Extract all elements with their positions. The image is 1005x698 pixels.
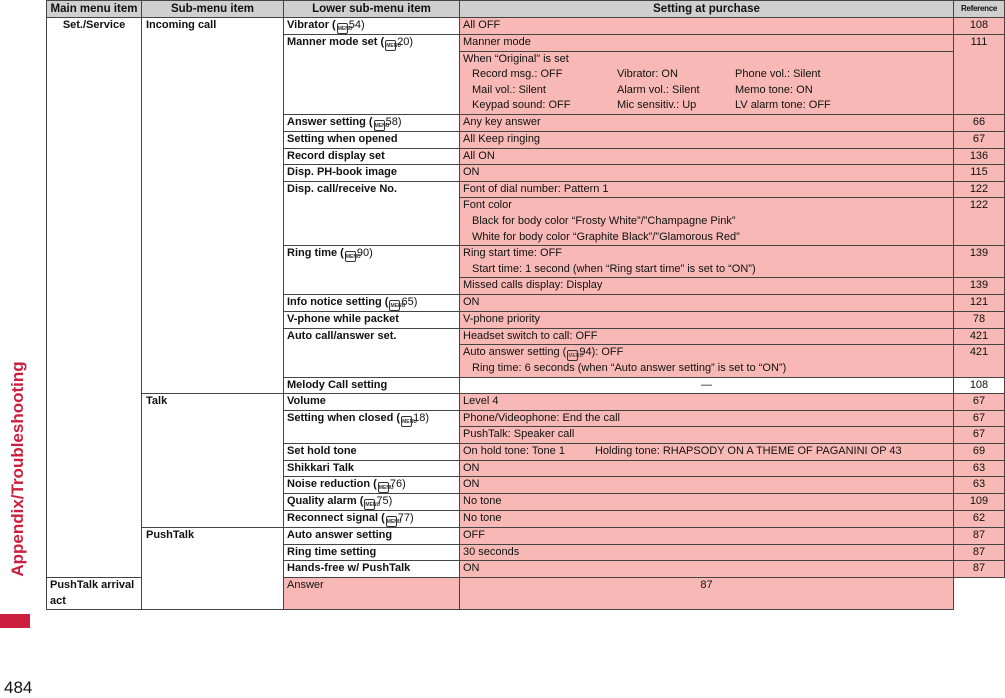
menu-icon: MENU bbox=[386, 516, 397, 527]
reference-page: 63 bbox=[954, 460, 1005, 477]
lower-item: Record display set bbox=[284, 148, 460, 165]
lower-item: Ring time setting bbox=[284, 544, 460, 561]
setting-value: OFF bbox=[460, 528, 954, 545]
menu-icon: MENU bbox=[389, 300, 400, 311]
lower-item: Set hold tone bbox=[284, 444, 460, 461]
page-number: 484 bbox=[4, 678, 33, 697]
setting-value: When “Original” is set Record msg.: OFF Vibrator: ON Phone vol.: Silent Mail vol.: Silent Alarm vol.: Silent Memo tone: ON Keypad sound: OFF Mic sensitiv.: Up LV alarm tone: OFF bbox=[460, 51, 954, 114]
reference-page: 122 bbox=[954, 198, 1005, 246]
menu-icon: MENU bbox=[337, 23, 348, 34]
header-row bbox=[47, 1, 1005, 18]
reference-page: 67 bbox=[954, 427, 1005, 444]
setting-value: On hold tone: Tone 1 Holding tone: RHAPSODY ON A THEME OF PAGANINI OP 43 bbox=[460, 444, 954, 461]
reference-page: 421 bbox=[954, 328, 1005, 345]
original-settings-grid: Record msg.: OFF Vibrator: ON Phone vol.: Silent Mail vol.: Silent Alarm vol.: Silent Memo tone: ON Keypad sound: OFF Mic sensitiv.: Up LV alarm tone: OFF bbox=[472, 68, 831, 112]
reference-page: 87 bbox=[954, 544, 1005, 561]
reference-page: 421 bbox=[954, 345, 1005, 378]
setting-value: ON bbox=[460, 294, 954, 311]
section-marker bbox=[0, 614, 30, 628]
setting-value: Phone/Videophone: End the call bbox=[460, 410, 954, 427]
setting-value: Font of dial number: Pattern 1 bbox=[460, 181, 954, 198]
table-row bbox=[47, 528, 1005, 545]
setting-value: PushTalk: Speaker call bbox=[460, 427, 954, 444]
lower-item: Setting when opened bbox=[284, 131, 460, 148]
setting-value: No tone bbox=[460, 511, 954, 528]
lower-item: Vibrator ( MENU54) bbox=[284, 18, 460, 35]
lower-item: Reconnect signal ( MENU77) bbox=[284, 511, 460, 528]
menu-icon: MENU bbox=[374, 120, 385, 131]
setting-value: Answer bbox=[284, 578, 460, 610]
side-tab bbox=[0, 0, 33, 698]
reference-page: 115 bbox=[954, 165, 1005, 182]
reference-page: 69 bbox=[954, 444, 1005, 461]
lower-item: Setting when closed ( MENU18) bbox=[284, 410, 460, 443]
reference-page: 109 bbox=[954, 494, 1005, 511]
setting-value: ON bbox=[460, 561, 954, 578]
setting-value: Headset switch to call: OFF bbox=[460, 328, 954, 345]
header-reference: Reference bbox=[954, 1, 1005, 18]
table-row bbox=[47, 18, 1005, 35]
reference-page: 66 bbox=[954, 114, 1005, 131]
lower-item: Answer setting ( MENU58) bbox=[284, 114, 460, 131]
main-menu-item: Set./Service bbox=[47, 18, 142, 578]
reference-page: 67 bbox=[954, 131, 1005, 148]
setting-value: Any key answer bbox=[460, 114, 954, 131]
reference-page: 139 bbox=[954, 278, 1005, 295]
lower-item: V-phone while packet bbox=[284, 311, 460, 328]
reference-page: 63 bbox=[954, 477, 1005, 494]
menu-icon: MENU bbox=[401, 416, 412, 427]
settings-table bbox=[46, 0, 1005, 610]
lower-item: Melody Call setting bbox=[284, 377, 460, 394]
setting-value: Missed calls display: Display bbox=[460, 278, 954, 295]
lower-item: Auto call/answer set. bbox=[284, 328, 460, 377]
lower-item: Disp. call/receive No. bbox=[284, 181, 460, 245]
table-row bbox=[47, 394, 1005, 411]
lower-item: Manner mode set ( MENU20) bbox=[284, 35, 460, 115]
reference-page: 122 bbox=[954, 181, 1005, 198]
lower-item: Quality alarm ( MENU75) bbox=[284, 494, 460, 511]
header-lower: Lower sub-menu item bbox=[284, 1, 460, 18]
lower-item: Info notice setting ( MENU65) bbox=[284, 294, 460, 311]
reference-page: 139 bbox=[954, 246, 1005, 278]
header-main: Main menu item bbox=[47, 1, 142, 18]
lower-item: Volume bbox=[284, 394, 460, 411]
setting-value: ON bbox=[460, 460, 954, 477]
lower-item: Disp. PH-book image bbox=[284, 165, 460, 182]
sub-menu-pushtalk: PushTalk bbox=[142, 528, 284, 610]
setting-value: Font color Black for body color “Frosty White”/”Champagne Pink” White for body color “Graphite Black”/”Glamorous Red” bbox=[460, 198, 954, 246]
sub-menu-incoming-call: Incoming call bbox=[142, 18, 284, 394]
lower-item: Noise reduction ( MENU76) bbox=[284, 477, 460, 494]
header-sub: Sub-menu item bbox=[142, 1, 284, 18]
lower-item: Ring time ( MENU90) bbox=[284, 246, 460, 295]
setting-value: No tone bbox=[460, 494, 954, 511]
setting-value: Level 4 bbox=[460, 394, 954, 411]
reference-page: 87 bbox=[954, 561, 1005, 578]
menu-icon: MENU bbox=[378, 482, 389, 493]
menu-icon: MENU bbox=[385, 40, 396, 51]
reference-page: 108 bbox=[954, 18, 1005, 35]
reference-page: 87 bbox=[460, 578, 954, 610]
setting-value: All ON bbox=[460, 148, 954, 165]
setting-value: 30 seconds bbox=[460, 544, 954, 561]
reference-page: 62 bbox=[954, 511, 1005, 528]
menu-icon: MENU bbox=[567, 350, 578, 361]
reference-page: 121 bbox=[954, 294, 1005, 311]
header-setting: Setting at purchase bbox=[460, 1, 954, 18]
reference-page: 78 bbox=[954, 311, 1005, 328]
reference-page: 87 bbox=[954, 528, 1005, 545]
reference-page: 136 bbox=[954, 148, 1005, 165]
lower-item: PushTalk arrival act bbox=[47, 578, 142, 610]
setting-value: Manner mode bbox=[460, 35, 954, 52]
reference-page: 67 bbox=[954, 410, 1005, 427]
setting-value: Ring start time: OFF Start time: 1 second (when “Ring start time” is set to “ON”) bbox=[460, 246, 954, 278]
lower-item: Shikkari Talk bbox=[284, 460, 460, 477]
section-label: Appendix/Troubleshooting bbox=[8, 361, 27, 577]
reference-page: 67 bbox=[954, 394, 1005, 411]
setting-value: ON bbox=[460, 477, 954, 494]
setting-value: V-phone priority bbox=[460, 311, 954, 328]
setting-value: All Keep ringing bbox=[460, 131, 954, 148]
lower-item: Hands-free w/ PushTalk bbox=[284, 561, 460, 578]
setting-value: — bbox=[460, 377, 954, 394]
menu-icon: MENU bbox=[364, 499, 375, 510]
setting-value: All OFF bbox=[460, 18, 954, 35]
setting-value: ON bbox=[460, 165, 954, 182]
reference-page: 111 bbox=[954, 35, 1005, 115]
sub-menu-talk: Talk bbox=[142, 394, 284, 528]
menu-icon: MENU bbox=[345, 251, 356, 262]
setting-value: Auto answer setting ( MENU94): OFF Ring time: 6 seconds (when “Auto answer setting” is set to “ON”) bbox=[460, 345, 954, 378]
lower-item: Auto answer setting bbox=[284, 528, 460, 545]
reference-page: 108 bbox=[954, 377, 1005, 394]
